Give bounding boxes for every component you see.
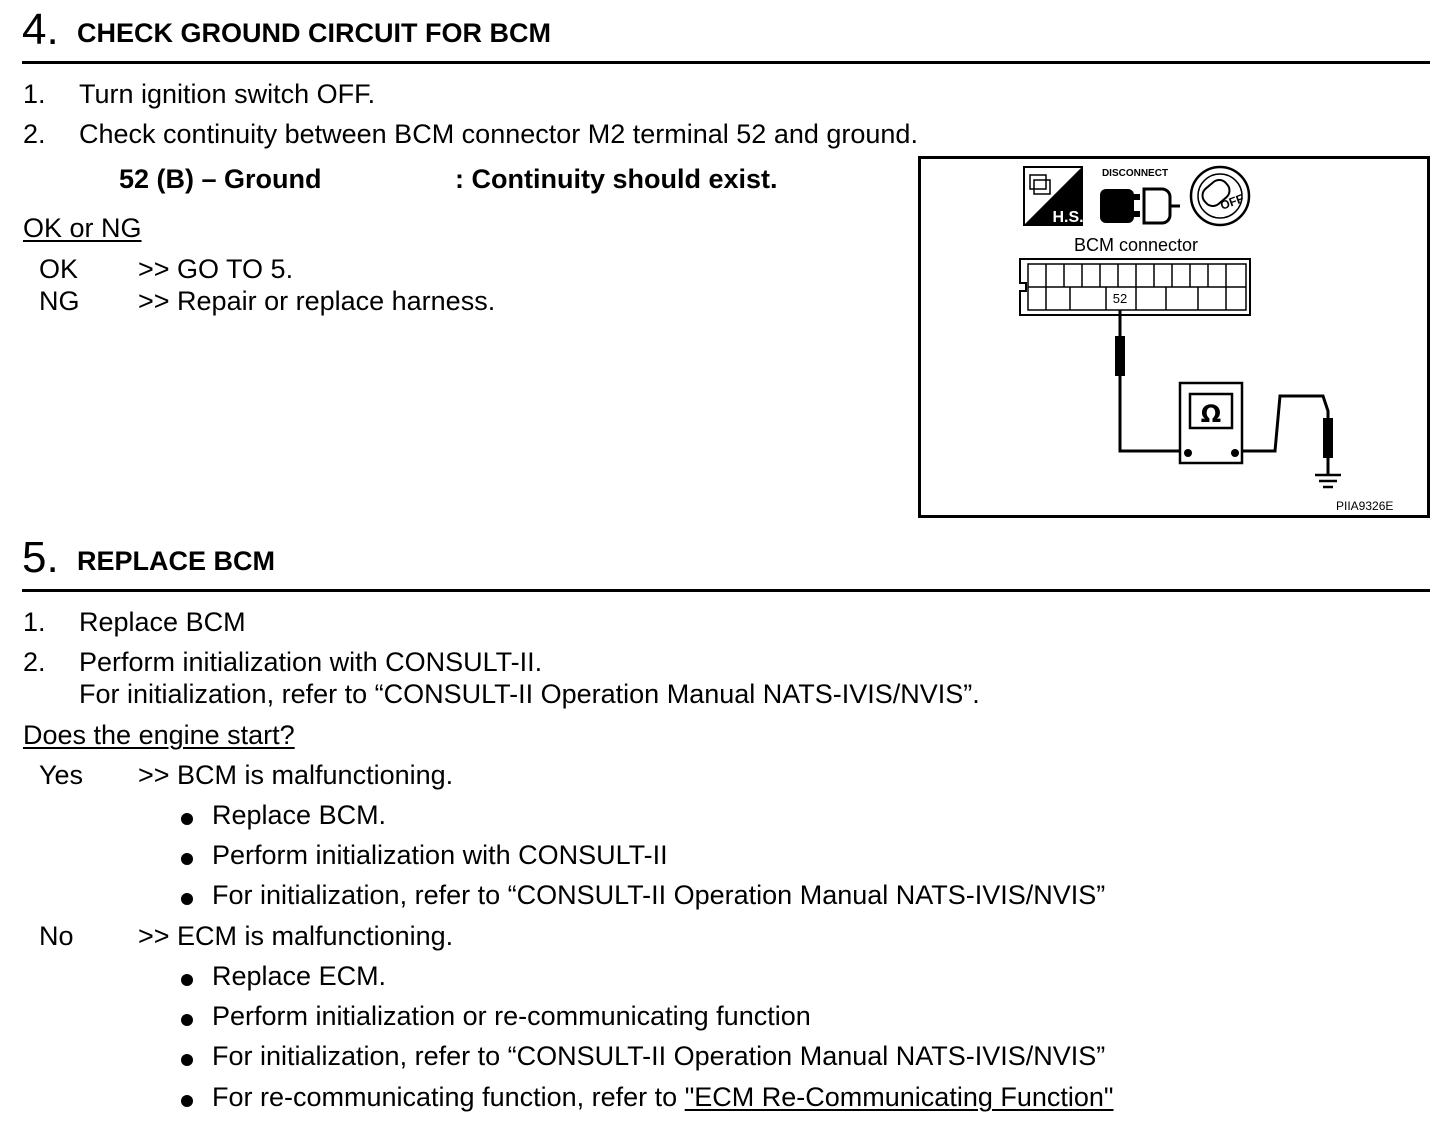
step-5-instruction-1-number: 1. — [23, 607, 46, 637]
ohm-symbol: Ω — [1200, 400, 1222, 428]
step-5-instruction-2-number: 2. — [23, 647, 46, 677]
harness-side-icon — [1024, 167, 1084, 226]
step-5-instruction-2-note: For initialization, refer to “CONSULT-II Operation Manual NATS-IVIS/NVIS”. — [79, 679, 980, 709]
step-4-instruction-1-number: 1. — [23, 79, 46, 109]
yes-bullet-3: For initialization, refer to “CONSULT-II Operation Manual NATS-IVIS/NVIS” — [212, 880, 1106, 910]
spec-terminal: 52 (B) – Ground — [119, 164, 322, 194]
yes-bullet-1: Replace BCM. — [212, 800, 387, 830]
probe-tip-terminal — [1115, 336, 1125, 376]
result-ok-text: >> GO TO 5. — [138, 254, 294, 284]
result-no-label: No — [39, 921, 74, 951]
step-5-number: 5. — [22, 533, 59, 582]
bullet-icon — [181, 853, 193, 865]
bullet-icon — [181, 1054, 193, 1066]
result-ng-text: >> Repair or replace harness. — [138, 286, 496, 316]
no-bullet-4 — [212, 1082, 1114, 1112]
step-5-title: REPLACE BCM — [77, 546, 276, 576]
no-bullet-2: Perform initialization or re-communicating function — [212, 1001, 811, 1031]
step-5-instruction-1: Replace BCM — [79, 607, 246, 637]
step-4-number: 4. — [22, 5, 59, 54]
bullet-icon — [181, 893, 193, 905]
yes-bullet-2: Perform initialization with CONSULT-II — [212, 840, 668, 870]
bcm-connector-label: BCM connector — [1073, 235, 1199, 255]
step-4-instruction-2: Check continuity between BCM connector M2 terminal 52 and ground. — [79, 119, 918, 149]
hs-icon-label: H.S. — [1052, 209, 1084, 226]
bullet-icon — [181, 1095, 193, 1107]
bcm-connector — [1020, 259, 1250, 315]
step-4-instruction-2-number: 2. — [23, 119, 46, 149]
ecm-recommunicating-link[interactable]: "ECM Re-Communicating Function" — [684, 1082, 1114, 1112]
bullet-icon — [181, 1014, 193, 1026]
no-bullet-3: For initialization, refer to “CONSULT-II Operation Manual NATS-IVIS/NVIS” — [212, 1041, 1106, 1071]
result-ng-label: NG — [39, 286, 80, 316]
figure-frame — [920, 158, 1429, 517]
step-4-divider — [22, 61, 1430, 64]
step-4-title: CHECK GROUND CIRCUIT FOR BCM — [77, 18, 551, 48]
terminal-52-label: 52 — [1112, 291, 1128, 306]
disconnect-icon — [1100, 168, 1180, 223]
spec-result: : Continuity should exist. — [455, 164, 778, 194]
result-yes-text: >> BCM is malfunctioning. — [138, 760, 454, 790]
step-5-divider — [22, 589, 1430, 592]
step-4-instruction-1: Turn ignition switch OFF. — [79, 79, 376, 109]
disconnect-icon-label: DISCONNECT — [1101, 168, 1169, 179]
probe-tip-ground — [1323, 418, 1333, 458]
no-bullet-4-prefix: For re-communicating function, refer to — [212, 1082, 685, 1112]
step-5-question: Does the engine start? — [23, 720, 295, 750]
result-no-text: >> ECM is malfunctioning. — [138, 921, 454, 951]
no-bullet-1: Replace ECM. — [212, 961, 387, 991]
step-5-instruction-2: Perform initialization with CONSULT-II. — [79, 647, 543, 677]
step-4-question: OK or NG — [23, 213, 142, 243]
result-yes-label: Yes — [39, 760, 84, 790]
ohmmeter-icon — [1180, 383, 1242, 463]
bullet-icon — [181, 974, 193, 986]
key-off-label: OFF — [1218, 191, 1246, 213]
result-ok-label: OK — [39, 254, 79, 284]
ignition-key-off-icon — [1191, 167, 1249, 225]
wiring-diagram-figure — [918, 156, 1430, 518]
bullet-icon — [181, 813, 193, 825]
figure-code: PIIA9326E — [1336, 499, 1394, 513]
